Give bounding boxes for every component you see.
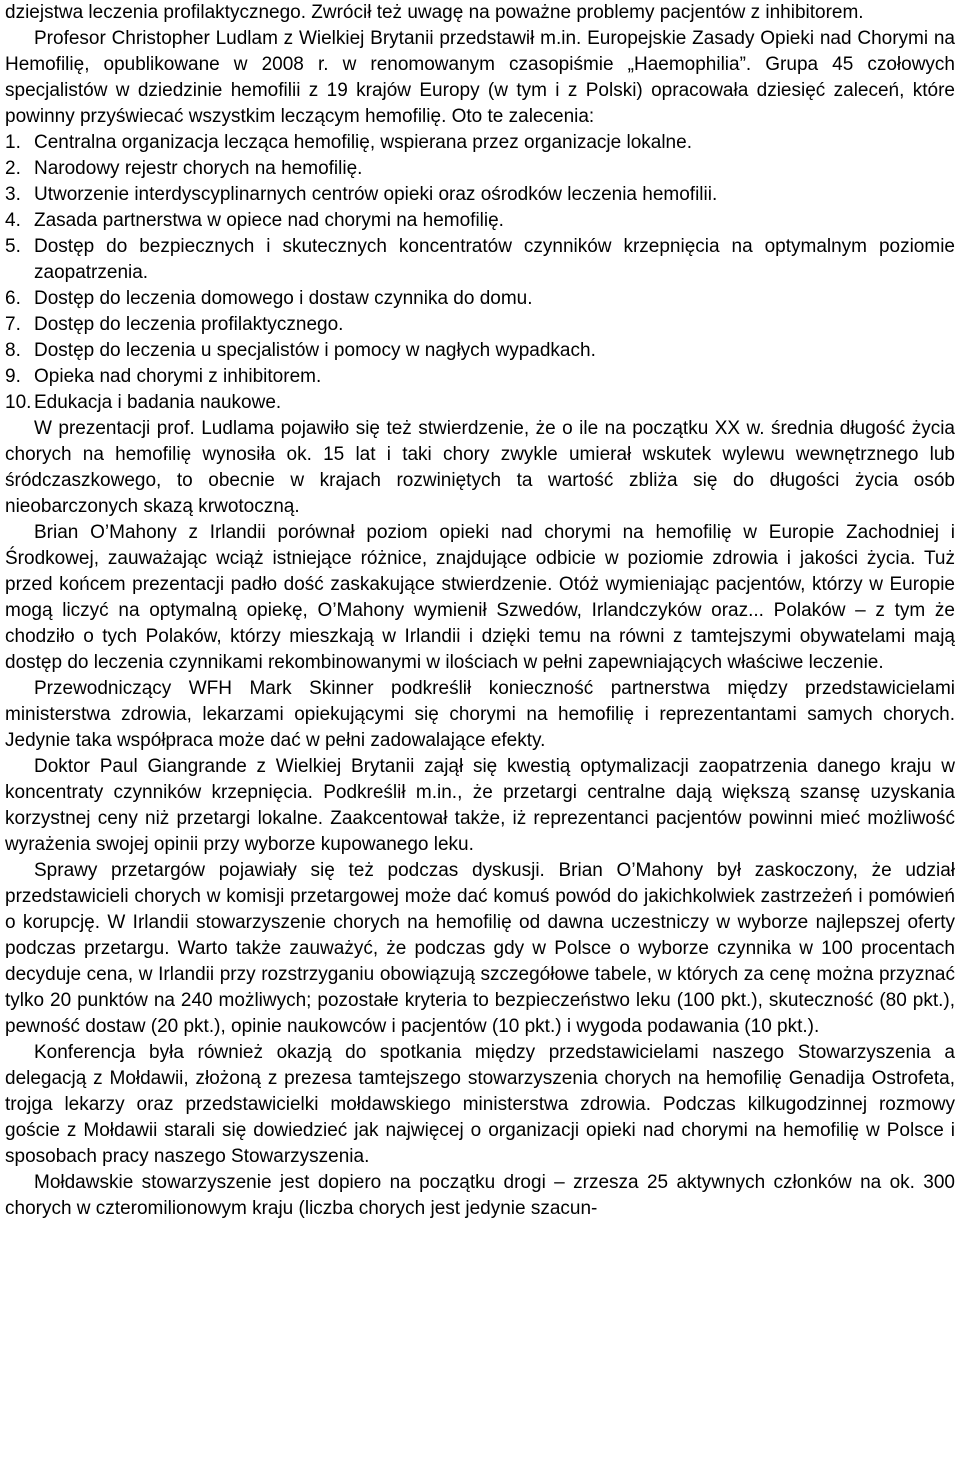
paragraph-life-expectancy: W prezentacji prof. Ludlama pojawiło się też stwierdzenie, że o ile na początku XX w. średnia długość życia chorych na hemofilię wynosiła ok. 15 lat i taki chory zwykle umierał wskutek wylewu wewnętrznego lub śródczaszkowego, to obecnie w krajach rozwiniętych ta wartość zbliża się do długości życia osób nieobarczonych skazą krwotoczną. — [5, 418, 955, 517]
list-item-text: Narodowy rejestr chorych na hemofilię. — [34, 158, 363, 179]
list-item-number: 5. — [5, 236, 21, 257]
list-item — [5, 156, 955, 182]
list-item-text: Dostęp do leczenia u specjalistów i pomocy w nagłych wypadkach. — [34, 340, 596, 361]
paragraph-skinner: Przewodniczący WFH Mark Skinner podkreślił konieczność partnerstwa między przedstawicielami ministerstwa zdrowia, lekarzami opiekującymi się chorymi na hemofilię i reprezentantami samych chorych. Jedynie taka współpraca może dać w pełni zadowalające efekty. — [5, 678, 955, 751]
list-item — [5, 364, 955, 390]
paragraph-ludlam-intro: Profesor Christopher Ludlam z Wielkiej Brytanii przedstawił m.in. Europejskie Zasady Opieki nad Chorymi na Hemofilię, opublikowane w 2008 r. w renomowanym czasopiśmie „Haemophilia”. Grupa 45 czołowych specjalistów w dziedzinie hemofilii z 19 krajów Europy (w tym i z Polski) opracowała dziesięć zaleceń, które powinny przyświecać wszystkim leczącym hemofilię. Oto te zalecenia: — [5, 28, 955, 127]
list-item — [5, 338, 955, 364]
list-item-text: Opieka nad chorymi z inhibitorem. — [34, 366, 322, 387]
paragraph-moldova-association: Mołdawskie stowarzyszenie jest dopiero na początku drogi – zrzesza 25 aktywnych członków na ok. 300 chorych w czteromilionowym kraju (liczba chorych jest jedynie szacun- — [5, 1172, 955, 1219]
paragraph-omahony-comparison: Brian O’Mahony z Irlandii porównał poziom opieki nad chorymi na hemofilię w Europie Zachodniej i Środkowej, zauważając wciąż istniejące różnice, znajdujące odbicie w poziomie zdrowia i jakości życia. Tuż przed końcem prezentacji padło dość zaskakujące stwierdzenie. Otóż wymieniając pacjentów, którzy w Europie mogą liczyć na optymalną opiekę, O’Mahony wymienił Szwedów, Irlandczyków oraz... Polaków – z tym że chodziło o tych Polaków, którzy mieszkają w Irlandii i dzięki temu na równi z tamtejszymi obywatelami mają dostęp do leczenia czynnikami rekombinowanymi w ilościach w pełni zapewniających właściwe leczenie. — [5, 522, 955, 673]
list-item-number: 1. — [5, 132, 21, 153]
list-item — [5, 234, 955, 286]
list-item-text: Dostęp do leczenia domowego i dostaw czynnika do domu. — [34, 288, 533, 309]
list-item — [5, 182, 955, 208]
list-item-number: 10. — [5, 392, 32, 413]
list-item-number: 9. — [5, 366, 21, 387]
list-item — [5, 208, 955, 234]
list-item-text: Edukacja i badania naukowe. — [34, 392, 282, 413]
list-item-text: Dostęp do bezpiecznych i skutecznych koncentratów czynników krzepnięcia na optymalnym poziomie zaopatrzenia. — [34, 236, 955, 283]
list-item-number: 2. — [5, 158, 21, 179]
list-item — [5, 130, 955, 156]
paragraph-giangrande: Doktor Paul Giangrande z Wielkiej Brytanii zajął się kwestią optymalizacji zaopatrzenia danego kraju w koncentraty czynników krzepnięcia. Podkreślił m.in., że przetargi centralne dają większą szansę uzyskania korzystnej ceny niż przetargi lokalne. Zaakcentował także, iż reprezentanci pacjentów powinni mieć możliwość wyrażenia swojej opinii przy wyborze kupowanego leku. — [5, 756, 955, 855]
paragraph-tenders: Sprawy przetargów pojawiały się też podczas dyskusji. Brian O’Mahony był zaskoczony, że udział przedstawicieli chorych w komisji przetargowej może dać komuś powód do jakichkolwiek zastrzeżeń i pomówień o korupcję. W Irlandii stowarzyszenie chorych na hemofilię od dawna uczestniczy w wyborze najlepszej oferty podczas przetargu. Warto także zauważyć, że podczas gdy w Polsce o wyborze czynnika w 100 procentach decyduje cena, w Irlandii przy rozstrzyganiu obowiązują szczegółowe tabele, w których za cenę można przyznać tylko 20 punktów na 240 możliwych; pozostałe kryteria to bezpieczeństwo leku (100 pkt.), skuteczność (80 pkt.), pewność dostaw (20 pkt.), opinie naukowców i pacjentów (10 pkt.) i wygoda podawania (10 pkt.). — [5, 860, 955, 1037]
list-item-text: Zasada partnerstwa w opiece nad chorymi na hemofilię. — [34, 210, 504, 231]
list-item-text: Dostęp do leczenia profilaktycznego. — [34, 314, 344, 335]
list-item — [5, 286, 955, 312]
list-item-number: 6. — [5, 288, 21, 309]
list-item-number: 3. — [5, 184, 21, 205]
list-item-number: 8. — [5, 340, 21, 361]
paragraph-moldova-meeting: Konferencja była również okazją do spotkania między przedstawicielami naszego Stowarzyszenia a delegacją z Mołdawii, złożoną z prezesa tamtejszego stowarzyszenia chorych na hemofilię Genadija Ostrofeta, trojga lekarzy oraz przedstawicielki mołdawskiego ministerstwa zdrowia. Podczas kilkugodzinnej rozmowy goście z Mołdawii starali się dowiedzieć jak najwięcej o organizacji opieki nad chorymi na hemofilię w Polsce i sposobach pracy naszego Stowarzyszenia. — [5, 1042, 955, 1167]
paragraph-continuation: dziejstwa leczenia profilaktycznego. Zwrócił też uwagę na poważne problemy pacjentów z inhibitorem. — [5, 2, 864, 23]
list-item-number: 7. — [5, 314, 21, 335]
recommendations-list — [5, 130, 955, 416]
list-item-text: Centralna organizacja lecząca hemofilię, wspierana przez organizacje lokalne. — [34, 132, 692, 153]
list-item-text: Utworzenie interdyscyplinarnych centrów opieki oraz ośrodków leczenia hemofilii. — [34, 184, 718, 205]
list-item — [5, 390, 955, 416]
list-item — [5, 312, 955, 338]
list-item-number: 4. — [5, 210, 21, 231]
